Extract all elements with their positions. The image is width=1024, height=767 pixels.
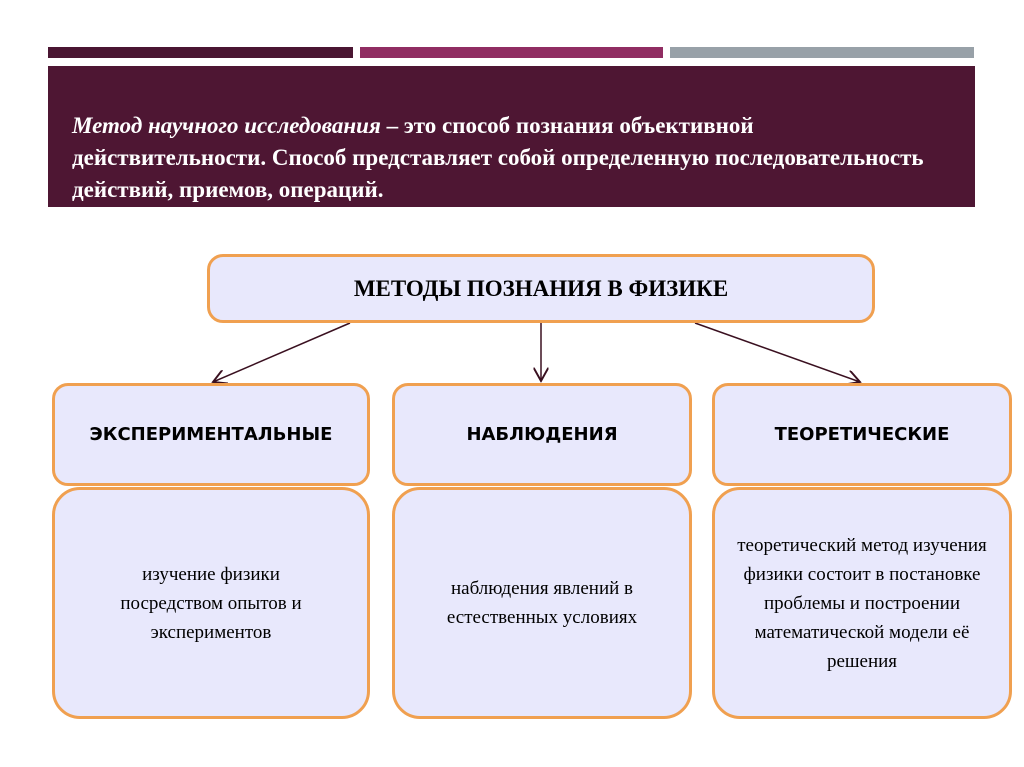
category-observation xyxy=(392,383,692,486)
category-label: ТЕОРЕТИЧЕСКИЕ xyxy=(774,424,950,445)
definition-term: Метод научного исследования xyxy=(72,113,381,138)
arrow-experimental xyxy=(213,323,350,382)
arrow-theoretical xyxy=(695,323,860,382)
diagram-title: МЕТОДЫ ПОЗНАНИЯ В ФИЗИКЕ xyxy=(353,275,729,301)
category-experimental xyxy=(52,383,370,486)
category-theoretical xyxy=(712,383,1012,486)
definition-text: – это способ познания объективной действительности. Способ представляет собой определенную последовательность действий, приемов, операций. xyxy=(72,113,924,202)
description-text: изучение физики посредством опытов и экспериментов xyxy=(120,563,302,643)
description-observation xyxy=(392,487,692,719)
category-label: ЭКСПЕРИМЕНТАЛЬНЫЕ xyxy=(89,424,333,445)
description-text: теоретический метод изучения физики состоит в постановке проблемы и построении математической модели её решения xyxy=(737,534,987,672)
description-text: наблюдения явлений в естественных условиях xyxy=(446,578,638,628)
description-theoretical xyxy=(712,487,1012,719)
category-label: НАБЛЮДЕНИЯ xyxy=(466,424,618,445)
diagram-title-box xyxy=(207,254,875,323)
description-experimental xyxy=(52,487,370,719)
